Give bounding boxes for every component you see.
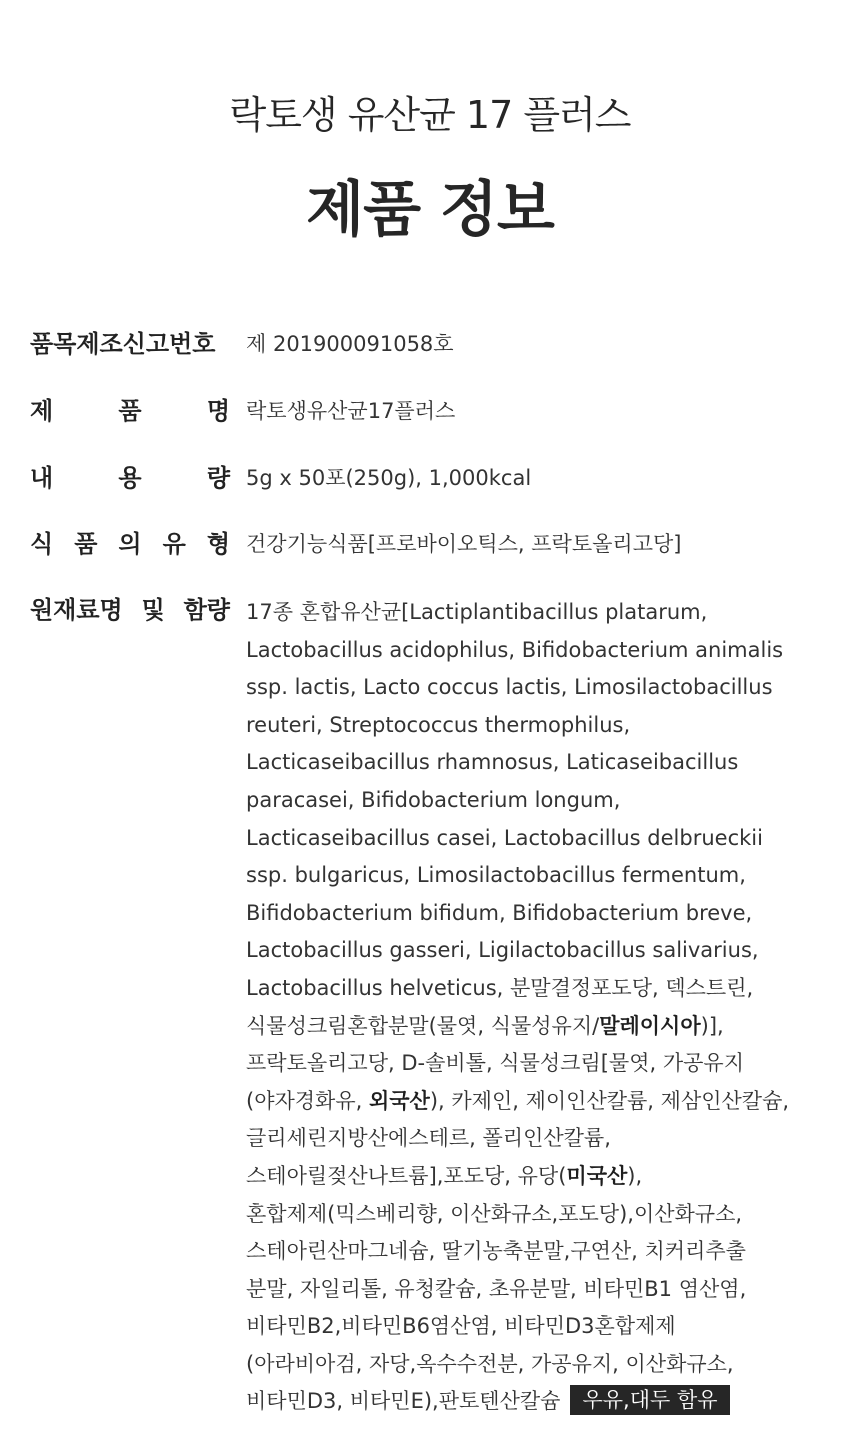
value-report-number: 제 201900091058호 xyxy=(246,332,454,356)
ingredient-text: Lactobacillus acidophilus, Bifidobacterium animalis xyxy=(246,637,784,662)
ingredient-text: 비타민D3, 비타민E),판토텐산칼슘 xyxy=(246,1389,561,1414)
value-product-name: 락토생유산균17플러스 xyxy=(246,399,456,423)
ingredient-line xyxy=(246,1196,826,1234)
ingredient-line xyxy=(246,744,826,782)
label-char: 제 xyxy=(30,397,54,425)
label-char: 식 xyxy=(30,530,54,558)
ingredient-line xyxy=(246,669,826,707)
ingredient-line xyxy=(246,594,826,632)
ingredient-text: 분말, 자일리톨, 유청칼슘, 초유분말, 비타민B1 염산염, xyxy=(246,1276,747,1301)
ingredient-line xyxy=(246,970,826,1008)
ingredient-line xyxy=(246,857,826,895)
ingredient-text: 스테아릴젖산나트륨],포도당, 유당( xyxy=(246,1163,567,1188)
ingredient-text: ), 카제인, 제이인산칼륨, 제삼인산칼슘, xyxy=(429,1088,790,1113)
label-char: 품 xyxy=(74,530,98,558)
label-ingredients xyxy=(30,592,230,628)
ingredient-line xyxy=(246,1045,826,1083)
ingredient-line xyxy=(246,1008,826,1046)
ingredient-text: reuteri, Streptococcus thermophilus, xyxy=(246,712,631,737)
label-char: 량 xyxy=(206,464,230,492)
ingredient-line xyxy=(246,707,826,745)
label-char: 유 xyxy=(162,530,186,558)
ingredient-line xyxy=(246,820,826,858)
label-char: 품 xyxy=(118,397,142,425)
label-char: 원재료명 xyxy=(30,596,123,624)
ingredient-text: 글리세린지방산에스테르, 폴리인산칼륨, xyxy=(246,1126,611,1151)
label-contents xyxy=(30,460,230,496)
ingredient-line xyxy=(246,1383,826,1421)
ingredient-text: 프락토올리고당, D-솔비톨, 식물성크림[물엿, 가공유지 xyxy=(246,1051,744,1076)
label-char: 형 xyxy=(206,530,230,558)
ingredient-text: ssp. bulgaricus, Limosilactobacillus fermentum, xyxy=(246,863,746,888)
label-char: 의 xyxy=(118,530,142,558)
value-food-type: 건강기능식품[프로바이오틱스, 프락토올리고당] xyxy=(246,532,682,556)
ingredient-line xyxy=(246,1346,826,1384)
ingredient-line xyxy=(246,1308,826,1346)
ingredient-line xyxy=(246,1271,826,1309)
ingredient-text: 비타민B2,비타민B6염산염, 비타민D3혼합제제 xyxy=(246,1314,676,1339)
ingredient-line xyxy=(246,932,826,970)
origin-highlight: 말레이시아 xyxy=(599,1013,701,1038)
ingredient-line xyxy=(246,1233,826,1271)
ingredient-text: Lacticaseibacillus casei, Lactobacillus delbrueckii xyxy=(246,825,763,850)
label-char: 내 xyxy=(30,464,54,492)
origin-highlight: 미국산 xyxy=(566,1163,628,1188)
ingredient-line xyxy=(246,632,826,670)
ingredients-list xyxy=(246,594,826,1421)
origin-highlight: 외국산 xyxy=(368,1088,430,1113)
label-report-number xyxy=(30,326,230,362)
ingredient-text: 식물성크림혼합분말(물엿, 식물성유지/ xyxy=(246,1013,600,1038)
ingredient-text: 17종 혼합유산균[Lactiplantibacillus platarum, xyxy=(246,600,708,624)
value-contents: 5g x 50포(250g), 1,000kcal xyxy=(246,466,532,490)
label-char: 명 xyxy=(206,397,230,425)
label-char: 용 xyxy=(118,464,142,492)
page-title: 제품 정보 xyxy=(306,175,554,245)
ingredient-text: paracasei, Bifidobacterium longum, xyxy=(246,787,621,812)
ingredient-line xyxy=(246,1120,826,1158)
label-food-type xyxy=(30,526,230,562)
ingredient-line xyxy=(246,1158,826,1196)
ingredient-text: (야자경화유, xyxy=(246,1088,369,1113)
ingredient-text: Lactobacillus gasseri, Ligilactobacillus salivarius, xyxy=(246,938,759,963)
ingredient-text: Lactobacillus helveticus, 분말결정포도당, 덱스트린, xyxy=(246,975,754,1000)
ingredient-text: 스테아린산마그네슘, 딸기농축분말,구연산, 치커리추출 xyxy=(246,1239,746,1264)
ingredient-text: 혼합제제(믹스베리향, 이산화규소,포도당),이산화규소, xyxy=(246,1201,743,1226)
ingredient-line xyxy=(246,782,826,820)
label-char: 및 xyxy=(141,596,165,624)
ingredient-text: )], xyxy=(700,1013,724,1038)
ingredient-text: ssp. lactis, Lacto coccus lactis, Limosilactobacillus xyxy=(246,675,773,700)
product-name-heading: 락토생 유산균 17 플러스 xyxy=(229,93,631,137)
ingredient-text: (아라비아검, 자당,옥수수전분, 가공유지, 이산화규소, xyxy=(246,1351,734,1376)
ingredient-text: ), xyxy=(627,1163,643,1188)
label-char: 함량 xyxy=(183,596,230,624)
allergen-badge: 우유,대두 함유 xyxy=(570,1385,729,1415)
label-char: 품목제조신고번호 xyxy=(30,330,216,358)
label-product-name xyxy=(30,393,230,429)
ingredient-line xyxy=(246,1083,826,1121)
ingredient-text: Lacticaseibacillus rhamnosus, Laticaseibacillus xyxy=(246,750,739,775)
ingredient-line xyxy=(246,895,826,933)
ingredient-text: Bifidobacterium bifidum, Bifidobacterium breve, xyxy=(246,900,753,925)
